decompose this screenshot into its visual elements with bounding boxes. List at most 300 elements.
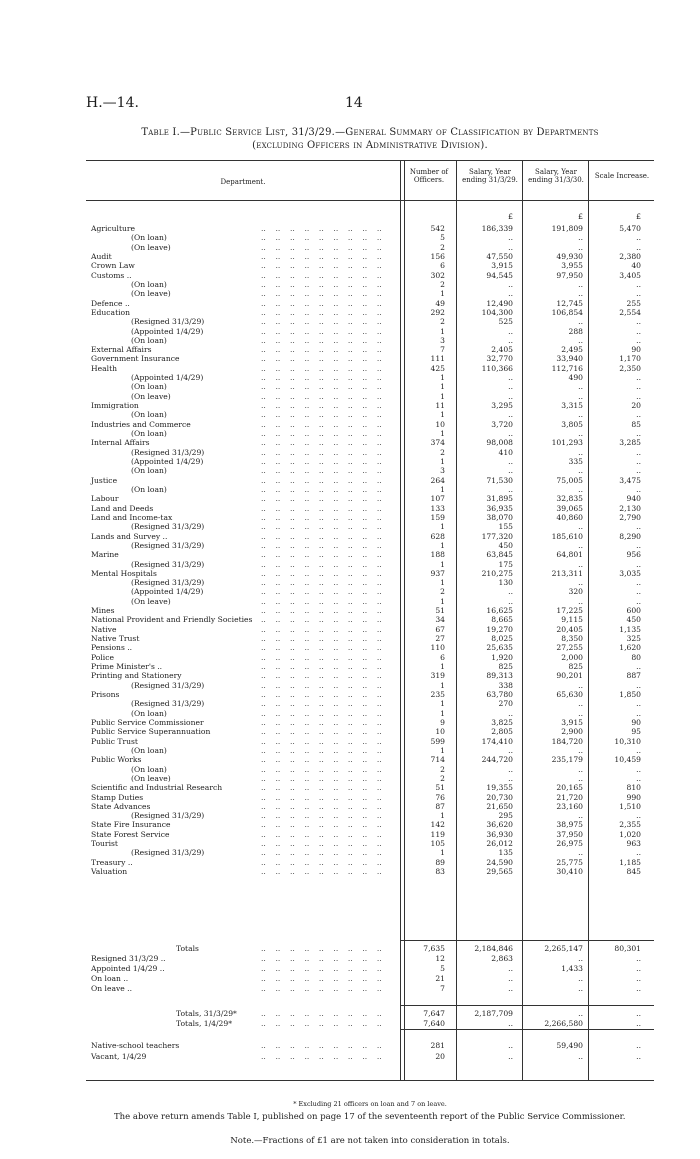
cell-number: 1 — [440, 289, 445, 299]
col-header-number: Number of Officers. — [409, 168, 449, 184]
cell-salary-1929: 36,930 — [486, 829, 513, 839]
cell-salary-1929: 71,530 — [486, 475, 513, 485]
cell-number: 49 — [435, 298, 445, 308]
row-label: (Resigned 31/3/29) — [131, 811, 205, 821]
cell-salary-1930: 185,610 — [551, 531, 583, 541]
table-row — [91, 755, 651, 764]
row-label: Government Insurance — [91, 354, 180, 364]
table-row — [91, 280, 651, 289]
leader-dots: .. .. .. .. .. .. .. .. .. — [261, 643, 382, 653]
row-label: (On loan) — [131, 382, 167, 392]
cell-number: 1 — [440, 596, 445, 606]
cell-number: 1 — [440, 578, 445, 588]
cell-salary-1930: 59,490 — [556, 1041, 583, 1050]
cell-salary-1929: 29,565 — [486, 867, 513, 877]
cell-salary-1930: .. — [578, 522, 583, 532]
cell-number: 2 — [440, 587, 445, 597]
leader-dots: .. .. .. .. .. .. .. .. .. — [261, 783, 382, 793]
cell-salary-1930: .. — [578, 811, 583, 821]
row-label: (Resigned 31/3/29) — [131, 540, 205, 550]
row-label: (Appointed 1/4/29) — [131, 373, 204, 383]
table-row — [91, 1052, 651, 1061]
cell-scale: .. — [636, 522, 641, 532]
leader-dots: .. .. .. .. .. .. .. .. .. — [261, 466, 382, 476]
cell-salary-1930: .. — [578, 773, 583, 783]
cell-scale: .. — [636, 708, 641, 718]
cell-number: 599 — [430, 736, 445, 746]
cell-salary-1929: 2,863 — [491, 954, 513, 963]
leader-dots: .. .. .. .. .. .. .. .. .. — [261, 438, 382, 448]
cell-salary-1930: .. — [578, 680, 583, 690]
cell-salary-1929: 31,895 — [486, 494, 513, 504]
row-label: Totals, 31/3/29* — [176, 1009, 237, 1018]
cell-salary-1930: 90,201 — [556, 671, 583, 681]
cell-scale: .. — [636, 429, 641, 439]
cell-salary-1929: 26,012 — [486, 839, 513, 849]
table-row — [91, 261, 651, 270]
cell-salary-1930: .. — [578, 289, 583, 299]
cell-scale: .. — [636, 764, 641, 774]
cell-salary-1930: .. — [578, 382, 583, 392]
leader-dots: .. .. .. .. .. .. .. .. .. — [261, 457, 382, 466]
cell-salary-1929: 89,313 — [486, 671, 513, 681]
row-label: Industries and Commerce — [91, 419, 191, 429]
cell-number: 34 — [435, 615, 445, 625]
cell-number: 2 — [440, 447, 445, 457]
row-label: Health — [91, 363, 118, 373]
cell-scale: 3,035 — [619, 568, 641, 578]
table-row — [91, 737, 651, 746]
cell-scale: .. — [636, 680, 641, 690]
leader-dots: .. .. .. .. .. .. .. .. .. — [261, 944, 382, 953]
cell-salary-1930: .. — [578, 540, 583, 550]
col-header-salary-1929: Salary, Year ending 31/3/29. — [462, 168, 518, 184]
cell-number: 1 — [440, 708, 445, 718]
cell-salary-1929: 25,635 — [486, 643, 513, 653]
table-row — [91, 392, 651, 401]
cell-scale: 8,290 — [619, 531, 641, 541]
page-number: 14 — [345, 95, 363, 111]
cell-salary-1930: 49,930 — [556, 251, 583, 261]
cell-scale: 3,285 — [619, 438, 641, 448]
cell-salary-1930: 38,975 — [556, 820, 583, 830]
leader-dots: .. .. .. .. .. .. .. .. .. — [261, 690, 382, 699]
cell-number: 51 — [435, 783, 445, 793]
cell-number: 628 — [430, 531, 445, 541]
table-row — [91, 578, 651, 587]
row-label: Lands and Survey .. — [91, 531, 168, 541]
cell-scale: 20 — [631, 401, 641, 411]
row-label: Marine — [91, 550, 119, 560]
cell-salary-1930: .. — [578, 484, 583, 494]
cell-number: 6 — [440, 652, 445, 662]
cell-scale: .. — [636, 242, 641, 252]
cell-scale: 10,310 — [614, 736, 641, 746]
cell-salary-1929: 3,720 — [491, 419, 513, 429]
cell-salary-1929: 135 — [498, 848, 513, 858]
cell-number: 110 — [430, 643, 445, 653]
leader-dots: .. .. .. .. .. .. .. .. .. — [261, 550, 382, 560]
cell-scale: 1,510 — [619, 801, 641, 811]
cell-salary-1929: 825 — [498, 662, 513, 672]
table-row — [91, 802, 651, 811]
cell-number: 374 — [430, 438, 445, 448]
leader-dots: .. .. .. .. .. .. .. .. .. — [261, 662, 382, 672]
row-label: Valuation — [91, 867, 128, 877]
cell-salary-1930: .. — [578, 708, 583, 718]
row-label: (Resigned 31/3/29) — [131, 317, 205, 327]
cell-salary-1930: .. — [578, 974, 583, 983]
leader-dots: .. .. .. .. .. .. .. .. .. — [261, 792, 382, 802]
cell-number: 542 — [430, 224, 445, 233]
cell-salary-1929: 2,805 — [491, 727, 513, 737]
cell-salary-1930: .. — [578, 242, 583, 252]
cell-number: 2 — [440, 764, 445, 774]
cell-scale: .. — [636, 484, 641, 494]
cell-salary-1929: .. — [508, 484, 513, 494]
cell-scale: .. — [636, 954, 641, 963]
cell-number: 51 — [435, 606, 445, 616]
title-line-1: Table I.—Public Service List, 31/3/29.—General Summary of Classification by Departments — [141, 127, 599, 138]
cell-number: 133 — [430, 503, 445, 513]
leader-dots: .. .. .. .. .. .. .. .. .. — [261, 727, 382, 737]
leader-dots: .. .. .. .. .. .. .. .. .. — [261, 224, 382, 233]
cell-salary-1930: 106,854 — [551, 307, 583, 317]
table-row — [91, 541, 651, 550]
note-text: Note.—Fractions of £1 are not taken into consideration in totals. — [230, 1136, 510, 1146]
row-label: Resigned 31/3/29 .. — [91, 954, 166, 963]
cell-salary-1929: 2,187,709 — [474, 1009, 513, 1018]
cell-number: 3 — [440, 335, 445, 345]
col-header-salary-1930: Salary, Year ending 31/3/30. — [528, 168, 584, 184]
row-label: Totals, 1/4/29* — [176, 1019, 233, 1028]
cell-salary-1929: .. — [508, 964, 513, 973]
table-row — [91, 336, 651, 345]
table-row — [91, 653, 651, 662]
leader-dots: .. .. .. .. .. .. .. .. .. — [261, 484, 382, 494]
table-row — [91, 429, 651, 438]
cell-scale: .. — [636, 326, 641, 336]
cell-scale: .. — [636, 578, 641, 588]
cell-scale: .. — [636, 289, 641, 299]
row-label: (On loan) — [131, 429, 167, 439]
cell-scale: .. — [636, 410, 641, 420]
cell-scale: .. — [636, 745, 641, 755]
leader-dots: .. .. .. .. .. .. .. .. .. — [261, 1009, 382, 1018]
row-label: (On loan) — [131, 279, 167, 289]
grand-totals-rule-bottom — [400, 1029, 654, 1030]
leader-dots: .. .. .. .. .. .. .. .. .. — [261, 512, 382, 522]
cell-salary-1929: 8,665 — [491, 615, 513, 625]
cell-scale: .. — [636, 540, 641, 550]
cell-scale: .. — [636, 1009, 641, 1018]
cell-number: 319 — [430, 671, 445, 681]
cell-number: 1 — [440, 540, 445, 550]
cell-number: 105 — [430, 839, 445, 849]
cell-scale: .. — [636, 382, 641, 392]
cell-scale: 940 — [626, 494, 641, 504]
cell-salary-1929: 3,825 — [491, 717, 513, 727]
cell-number: 87 — [435, 801, 445, 811]
leader-dots: .. .. .. .. .. .. .. .. .. — [261, 307, 382, 317]
cell-number: 1 — [440, 373, 445, 383]
cell-number: 156 — [430, 251, 445, 261]
cell-number: 1 — [440, 680, 445, 690]
row-label: National Provident and Friendly Societies — [91, 615, 253, 625]
cell-scale: .. — [636, 391, 641, 401]
table-row — [91, 587, 651, 596]
table-row — [91, 820, 651, 829]
leader-dots: .. .. .. .. .. .. .. .. .. — [261, 820, 382, 830]
cell-salary-1929: .. — [508, 326, 513, 336]
totals-rule — [400, 940, 654, 941]
table-row — [91, 699, 651, 708]
table-row — [91, 476, 651, 485]
cell-number: 27 — [435, 634, 445, 644]
row-label: (On leave) — [131, 391, 171, 401]
cell-scale: 810 — [626, 783, 641, 793]
cell-scale: 85 — [631, 419, 641, 429]
cell-salary-1929: .. — [508, 1052, 513, 1061]
table-row — [91, 848, 651, 857]
cell-scale: .. — [636, 233, 641, 243]
cell-scale: 450 — [626, 615, 641, 625]
row-label: On leave .. — [91, 984, 133, 993]
leader-dots: .. .. .. .. .. .. .. .. .. — [261, 615, 382, 625]
table-row — [91, 944, 651, 953]
leader-dots: .. .. .. .. .. .. .. .. .. — [261, 773, 382, 783]
table-row — [91, 662, 651, 671]
cell-scale: 80,301 — [614, 944, 641, 953]
cell-salary-1930: 2,266,580 — [544, 1019, 583, 1028]
table-row — [91, 448, 651, 457]
cell-scale: 1,185 — [619, 857, 641, 867]
cell-salary-1930: 32,835 — [556, 494, 583, 504]
row-label: (Appointed 1/4/29) — [131, 326, 204, 336]
table-row — [91, 513, 651, 522]
row-label: (Resigned 31/3/29) — [131, 447, 205, 457]
row-label: Customs .. — [91, 270, 132, 280]
table-row — [91, 671, 651, 680]
table-row — [91, 532, 651, 541]
table-row — [91, 317, 651, 326]
row-label: (On leave) — [131, 596, 171, 606]
cell-salary-1929: 19,270 — [486, 624, 513, 634]
cell-number: 11 — [435, 401, 445, 411]
leader-dots: .. .. .. .. .. .. .. .. .. — [261, 401, 382, 411]
cell-number: 714 — [430, 755, 445, 765]
table-title — [86, 126, 654, 152]
row-label: (On loan) — [131, 745, 167, 755]
cell-number: 83 — [435, 867, 445, 877]
cell-scale: 1,850 — [619, 690, 641, 699]
row-label: Tourist — [91, 839, 118, 849]
cell-scale: 1,170 — [619, 354, 641, 364]
table-row — [91, 954, 651, 963]
row-label: Appointed 1/4/29 .. — [91, 964, 165, 973]
leader-dots: .. .. .. .. .. .. .. .. .. — [261, 531, 382, 541]
leader-dots: .. .. .. .. .. .. .. .. .. — [261, 839, 382, 849]
leader-dots: .. .. .. .. .. .. .. .. .. — [261, 652, 382, 662]
table-row — [91, 811, 651, 820]
cell-salary-1930: .. — [578, 745, 583, 755]
table-row — [91, 839, 651, 848]
leader-dots: .. .. .. .. .. .. .. .. .. — [261, 261, 382, 271]
leader-dots: .. .. .. .. .. .. .. .. .. — [261, 1041, 382, 1050]
row-label: (Resigned 31/3/29) — [131, 578, 205, 588]
cell-number: 111 — [430, 354, 445, 364]
table-row — [91, 1009, 651, 1018]
row-label: (On loan) — [131, 466, 167, 476]
row-label: Scientific and Industrial Research — [91, 783, 223, 793]
cell-salary-1930: 8,350 — [561, 634, 583, 644]
cell-number: 1 — [440, 391, 445, 401]
cell-salary-1929: 63,780 — [486, 690, 513, 699]
cell-scale: 325 — [626, 634, 641, 644]
cell-salary-1929: 8,025 — [491, 634, 513, 644]
cell-number: 10 — [435, 727, 445, 737]
cell-scale: 2,380 — [619, 251, 641, 261]
table-row — [91, 774, 651, 783]
row-label: (Resigned 31/3/29) — [131, 680, 205, 690]
cell-scale: .. — [636, 317, 641, 327]
row-label: Internal Affairs — [91, 438, 150, 448]
cell-salary-1930: 101,293 — [551, 438, 583, 448]
cell-salary-1930: 17,225 — [556, 606, 583, 616]
cell-scale: .. — [636, 699, 641, 709]
leader-dots: .. .. .. .. .. .. .. .. .. — [261, 964, 382, 973]
cell-scale: 2,130 — [619, 503, 641, 513]
cell-scale: 2,554 — [619, 307, 641, 317]
cell-salary-1930: 26,975 — [556, 839, 583, 849]
cell-number: 1 — [440, 745, 445, 755]
leader-dots: .. .. .. .. .. .. .. .. .. — [261, 755, 382, 765]
table-row — [91, 308, 651, 317]
leader-dots: .. .. .. .. .. .. .. .. .. — [261, 954, 382, 963]
table-row — [91, 243, 651, 252]
cell-salary-1929: 295 — [498, 811, 513, 821]
cell-salary-1929: 32,770 — [486, 354, 513, 364]
cell-salary-1929: 24,590 — [486, 857, 513, 867]
cell-scale: .. — [636, 457, 641, 466]
table-row — [91, 634, 651, 643]
leader-dots: .. .. .. .. .. .. .. .. .. — [261, 270, 382, 280]
table-row — [91, 615, 651, 624]
cell-number: 67 — [435, 624, 445, 634]
row-label: (Appointed 1/4/29) — [131, 587, 204, 597]
row-label: Totals — [176, 944, 199, 953]
cell-salary-1929: 130 — [498, 578, 513, 588]
leader-dots: .. .. .. .. .. .. .. .. .. — [261, 606, 382, 616]
leader-dots: .. .. .. .. .. .. .. .. .. — [261, 717, 382, 727]
cell-salary-1930: .. — [578, 764, 583, 774]
cell-number: 159 — [430, 512, 445, 522]
cell-number: 7,647 — [423, 1009, 445, 1018]
currency-s29: £ — [508, 212, 513, 221]
cell-scale: 2,355 — [619, 820, 641, 830]
footnote: * Excluding 21 officers on loan and 7 on leave. — [293, 1100, 447, 1108]
table-row — [91, 233, 651, 242]
leader-dots: .. .. .. .. .. .. .. .. .. — [261, 811, 382, 821]
row-label: (On loan) — [131, 484, 167, 494]
cell-number: 1 — [440, 699, 445, 709]
table-row — [91, 643, 651, 652]
leader-dots: .. .. .. .. .. .. .. .. .. — [261, 708, 382, 718]
table-row — [91, 438, 651, 447]
row-label: On loan .. — [91, 974, 129, 983]
cell-scale: .. — [636, 811, 641, 821]
table-row — [91, 224, 651, 233]
cell-scale: 255 — [626, 298, 641, 308]
table-row — [91, 410, 651, 419]
leader-dots: .. .. .. .. .. .. .. .. .. — [261, 410, 382, 420]
cell-scale: 1,020 — [619, 829, 641, 839]
cell-number: 1 — [440, 457, 445, 466]
table-row — [91, 373, 651, 382]
table-row — [91, 299, 651, 308]
cell-number: 21 — [435, 974, 445, 983]
cell-salary-1930: 40,860 — [556, 512, 583, 522]
cell-scale: 3,475 — [619, 475, 641, 485]
cell-scale: 1,135 — [619, 624, 641, 634]
row-label: (On loan) — [131, 410, 167, 420]
cell-number: 1 — [440, 484, 445, 494]
leader-dots: .. .. .. .. .. .. .. .. .. — [261, 522, 382, 532]
cell-number: 76 — [435, 792, 445, 802]
cell-scale: .. — [636, 662, 641, 672]
cell-salary-1929: 36,620 — [486, 820, 513, 830]
cell-scale: 90 — [631, 717, 641, 727]
cell-number: 1 — [440, 811, 445, 821]
leader-dots: .. .. .. .. .. .. .. .. .. — [261, 699, 382, 709]
cell-salary-1929: 12,490 — [486, 298, 513, 308]
table-row — [91, 327, 651, 336]
row-label: Education — [91, 307, 131, 317]
table-row — [91, 569, 651, 578]
row-label: Pensions .. — [91, 643, 133, 653]
cell-scale: 990 — [626, 792, 641, 802]
row-label: Justice — [91, 475, 118, 485]
leader-dots: .. .. .. .. .. .. .. .. .. — [261, 848, 382, 858]
row-label: Prisons — [91, 690, 120, 699]
cell-salary-1930: 1,433 — [561, 964, 583, 973]
cell-scale: 2,350 — [619, 363, 641, 373]
cell-number: 107 — [430, 494, 445, 504]
leader-dots: .. .. .. .. .. .. .. .. .. — [261, 736, 382, 746]
leader-dots: .. .. .. .. .. .. .. .. .. — [261, 251, 382, 261]
currency-s30: £ — [578, 212, 583, 221]
cell-salary-1930: 320 — [568, 587, 583, 597]
cell-number: 1 — [440, 382, 445, 392]
cell-salary-1930: .. — [578, 410, 583, 420]
grand-totals-rule — [400, 1005, 654, 1006]
cell-scale: .. — [636, 964, 641, 973]
cell-salary-1929: .. — [508, 745, 513, 755]
col-header-department: Department. — [220, 178, 266, 186]
cell-salary-1930: .. — [578, 699, 583, 709]
cell-salary-1930: 184,720 — [551, 736, 583, 746]
cell-scale: 5,470 — [619, 224, 641, 233]
cell-salary-1930: .. — [578, 1052, 583, 1061]
cell-salary-1929: 3,915 — [491, 261, 513, 271]
cell-number: 20 — [435, 1052, 445, 1061]
table-row — [91, 830, 651, 839]
cell-salary-1930: 235,179 — [551, 755, 583, 765]
cell-number: 89 — [435, 857, 445, 867]
cell-scale: .. — [636, 279, 641, 289]
table-row — [91, 364, 651, 373]
table-row — [91, 289, 651, 298]
